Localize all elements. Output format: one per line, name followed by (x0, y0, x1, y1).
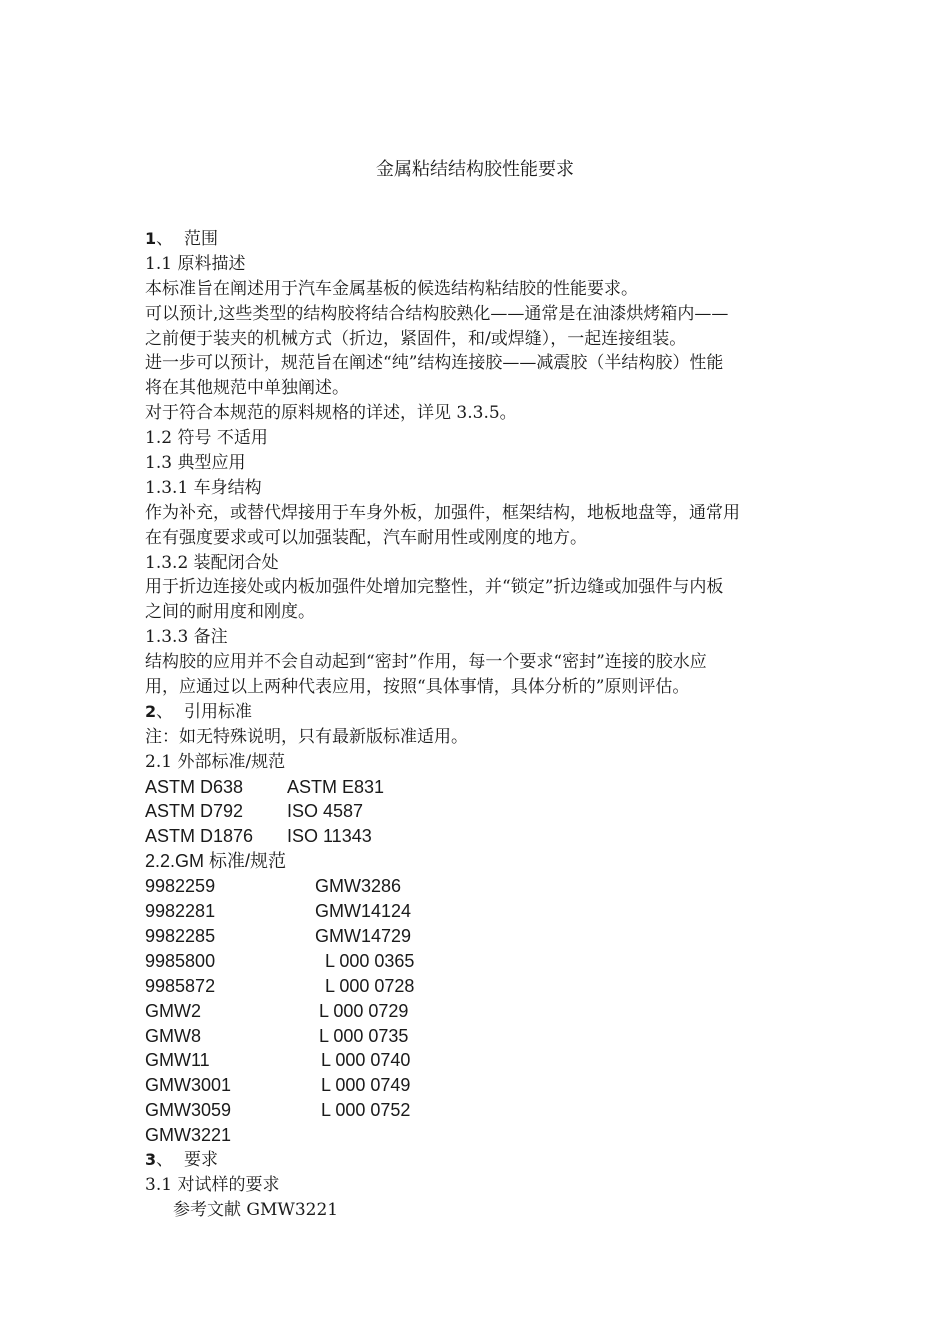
section-title: 要求 (183, 1149, 218, 1170)
subsection-1-3-1: 1.3.1 车身结构 (145, 477, 262, 498)
paragraph: 之前便于装夹的机械方式（折边，紧固件，和/或焊缝），一起连接组装。 (145, 328, 687, 349)
note: 注：如无特殊说明，只有最新版标准适用。 (145, 726, 468, 747)
document-title: 金属粘结结构胶性能要求 (376, 159, 574, 180)
standard-row: GMW3059 L 000 0752 (145, 1100, 411, 1121)
subsection-1-3: 1.3 典型应用 (145, 453, 246, 474)
paragraph: 可以预计,这些类型的结构胶将结合结构胶熟化——通常是在油漆烘烤箱内—— (145, 303, 729, 324)
standard-row: ASTM D1876 ISO 11343 (145, 826, 372, 847)
paragraph: 用于折边连接处或内板加强件处增加完整性，并“锁定”折边缝或加强件与内板 (145, 577, 724, 598)
paragraph: 之间的耐用度和刚度。 (145, 602, 315, 623)
paragraph: 将在其他规范中单独阐述。 (145, 378, 349, 399)
standard-row: GMW3221 (145, 1125, 232, 1146)
subsection-1-3-3: 1.3.3 备注 (145, 627, 228, 648)
section-title: 范围 (183, 229, 218, 249)
paragraph: 对于符合本规范的原料规格的详述，详见 3.3.5。 (145, 403, 517, 424)
document-body (145, 227, 815, 1223)
section-1-heading: 1、 范围 (145, 229, 218, 249)
standard-row: ASTM D792 ISO 4587 (145, 801, 364, 822)
subsection-2-1: 2.1 外部标准/规范 (145, 751, 286, 772)
standard-row: 9982285 GMW14729 (145, 925, 412, 946)
standard-row: GMW2 L 000 0729 (145, 1000, 409, 1021)
section-number: 3 (145, 1149, 157, 1169)
subsection-1-2: 1.2 符号 不适用 (145, 428, 268, 449)
subsection-1-1: 1.1 原料描述 (145, 253, 246, 274)
standard-row: GMW11 L 000 0740 (145, 1050, 411, 1071)
paragraph: 结构胶的应用并不会自动起到“密封”作用，每一个要求“密封”连接的胶水应 (145, 652, 707, 673)
section-number: 2 (145, 701, 157, 721)
section-3-heading: 3、 要求 (145, 1149, 218, 1170)
reference-line: 参考文献 GMW3221 (173, 1199, 339, 1220)
standard-row: GMW8 L 000 0735 (145, 1025, 409, 1046)
section-2-heading: 2、 引用标准 (145, 701, 252, 722)
standard-row: 9985800 L 000 0365 (145, 950, 415, 971)
section-title: 引用标准 (183, 701, 252, 722)
paragraph: 在有强度要求或可以加强装配，汽车耐用性或刚度的地方。 (145, 527, 587, 548)
section-number: 1 (145, 229, 157, 248)
standard-row: GMW3001 L 000 0749 (145, 1075, 411, 1096)
standard-row: 9982281 GMW14124 (145, 901, 412, 922)
standard-row: 9982259 GMW3286 (145, 876, 402, 897)
subsection-1-3-2: 1.3.2 装配闭合处 (145, 552, 279, 573)
standard-row: 9985872 L 000 0728 (145, 975, 415, 996)
subsection-2-2: 2.2.GM 标准/规范 (145, 851, 287, 872)
paragraph: 作为补充，或替代焊接用于车身外板，加强件，框架结构，地板地盘等，通常用 (145, 502, 740, 523)
paragraph: 用，应通过以上两种代表应用，按照“具体事情，具体分析的”原则评估。 (145, 677, 690, 698)
paragraph: 进一步可以预计，规范旨在阐述“纯”结构连接胶——减震胶（半结构胶）性能 (145, 353, 724, 374)
standard-row: ASTM D638 ASTM E831 (145, 776, 385, 797)
paragraph: 本标准旨在阐述用于汽车金属基板的候选结构粘结胶的性能要求。 (145, 278, 638, 299)
subsection-3-1: 3.1 对试样的要求 (145, 1174, 280, 1195)
